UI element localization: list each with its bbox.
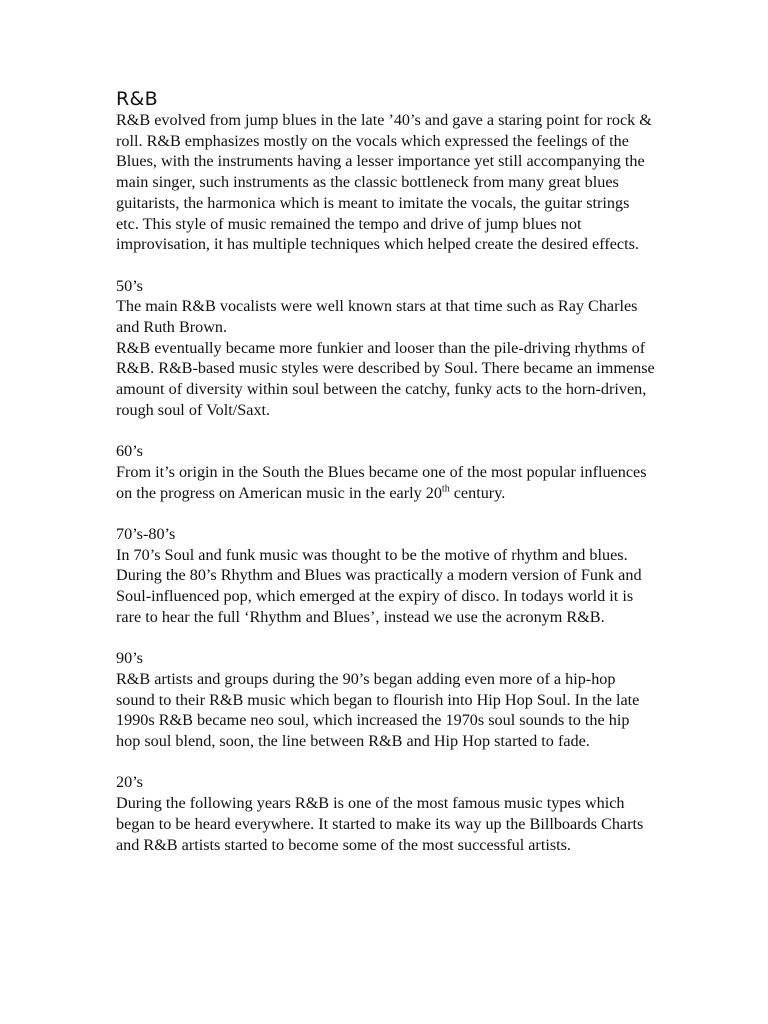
paragraph-text-end: century. <box>449 483 506 502</box>
paragraph-text: From it’s origin in the South the Blues became one of the most popular influences on the progress on American music in the early 20 <box>116 462 647 502</box>
section-50s <box>116 276 656 421</box>
section-heading: 20’s <box>116 773 143 792</box>
section-20s <box>116 772 656 855</box>
section-paragraph: During the following years R&B is one of the most famous music types which began to be heard everywhere. It started to make its way up the Billboards Charts and R&B artists started to become some of the most successful artists. <box>116 794 644 854</box>
section-60s <box>116 441 656 503</box>
superscript: th <box>441 483 450 495</box>
section-paragraph <box>116 462 656 503</box>
section-paragraph: The main R&B vocalists were well known stars at that time such as Ray Charles and Ruth Brown. <box>116 297 638 337</box>
section-heading: 70’s-80’s <box>116 525 176 544</box>
section-70s-80s <box>116 524 656 628</box>
section-heading: 60’s <box>116 442 143 461</box>
document-page <box>116 88 656 855</box>
document-title: R&B <box>116 88 158 110</box>
section-paragraph: R&B eventually became more funkier and looser than the pile-driving rhythms of R&B. R&B-based music styles were described by Soul. There became an immense amount of diversity within soul between the catchy, funky acts to the horn-driven, rough soul of Volt/Saxt. <box>116 338 655 419</box>
section-paragraph: R&B artists and groups during the 90’s began adding even more of a hip-hop sound to their R&B music which began to flourish into Hip Hop Soul. In the late 1990s R&B became neo soul, which increased the 1970s soul sounds to the hip hop soul blend, soon, the line between R&B and Hip Hop started to fade. <box>116 669 640 751</box>
section-heading: 90’s <box>116 649 143 668</box>
section-heading: 50’s <box>116 276 143 295</box>
intro-paragraph: R&B evolved from jump blues in the late ’40’s and gave a staring point for rock & roll. R&B emphasizes mostly on the vocals which expressed the feelings of the Blues, with the instruments having a lesser importance yet still accompanying the main singer, such instruments as the classic bottleneck from many great blues guitarists, the harmonica which is meant to imitate the vocals, the guitar strings etc. This style of music remained the tempo and drive of jump blues not improvisation, it has multiple techniques which helped create the desired effects. <box>116 111 652 254</box>
section-90s <box>116 648 656 752</box>
section-paragraph: In 70’s Soul and funk music was thought to be the motive of rhythm and blues. During the 80’s Rhythm and Blues was practically a modern version of Funk and Soul-influenced pop, which emerged at the expiry of disco. In todays world it is rare to hear the full ‘Rhythm and Blues’, instead we use the acronym R&B. <box>116 545 642 626</box>
